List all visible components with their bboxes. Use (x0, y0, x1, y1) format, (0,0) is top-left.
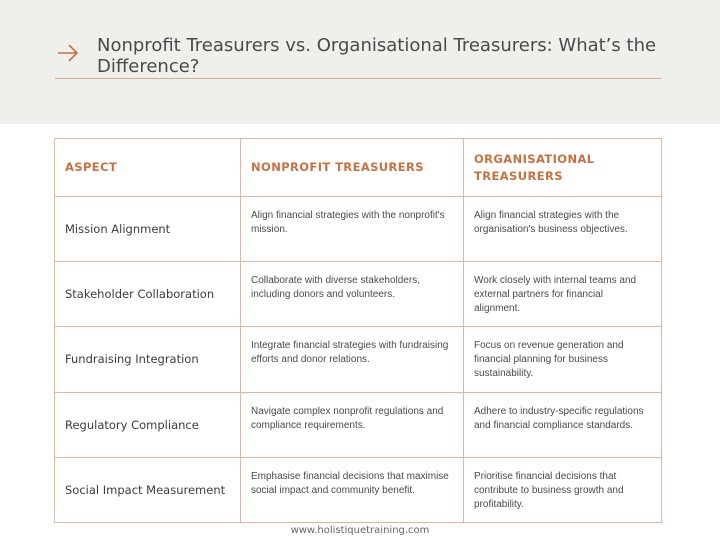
organisational-cell: Adhere to industry-specific regulations and financial compliance standards. (464, 392, 662, 457)
header-banner (0, 0, 720, 124)
comparison-table (54, 138, 662, 523)
aspect-cell: Mission Alignment (55, 197, 241, 262)
aspect-cell: Regulatory Compliance (55, 392, 241, 457)
table-row (55, 262, 662, 327)
nonprofit-cell: Integrate financial strategies with fundraising efforts and donor relations. (241, 327, 464, 392)
footer-url: www.holistiquetraining.com (290, 525, 430, 536)
title-divider (55, 78, 661, 79)
table-row (55, 457, 662, 522)
page-title: Nonprofit Treasurers vs. Organisational Treasurers: What’s the Difference? (97, 35, 657, 77)
nonprofit-cell: Navigate complex nonprofit regulations and compliance requirements. (241, 392, 464, 457)
right-arrow-icon (55, 40, 81, 66)
organisational-cell: Focus on revenue generation and financial planning for business sustainability. (464, 327, 662, 392)
nonprofit-cell: Collaborate with diverse stakeholders, including donors and volunteers. (241, 262, 464, 327)
table-header-row (55, 139, 662, 197)
aspect-cell: Stakeholder Collaboration (55, 262, 241, 327)
header-organisational-treasurers: ORGANISATIONAL TREASURERS (464, 139, 662, 197)
nonprofit-cell: Emphasise financial decisions that maximise social impact and community benefit. (241, 457, 464, 522)
organisational-cell: Align financial strategies with the organisation's business objectives. (464, 197, 662, 262)
aspect-cell: Social Impact Measurement (55, 457, 241, 522)
header-nonprofit-treasurers: NONPROFIT TREASURERS (241, 139, 464, 197)
nonprofit-cell: Align financial strategies with the nonprofit's mission. (241, 197, 464, 262)
organisational-cell: Work closely with internal teams and external partners for financial alignment. (464, 262, 662, 327)
table-row (55, 197, 662, 262)
table-row (55, 392, 662, 457)
aspect-cell: Fundraising Integration (55, 327, 241, 392)
header-aspect: ASPECT (55, 139, 241, 197)
organisational-cell: Prioritise financial decisions that contribute to business growth and profitability. (464, 457, 662, 522)
table-row (55, 327, 662, 392)
